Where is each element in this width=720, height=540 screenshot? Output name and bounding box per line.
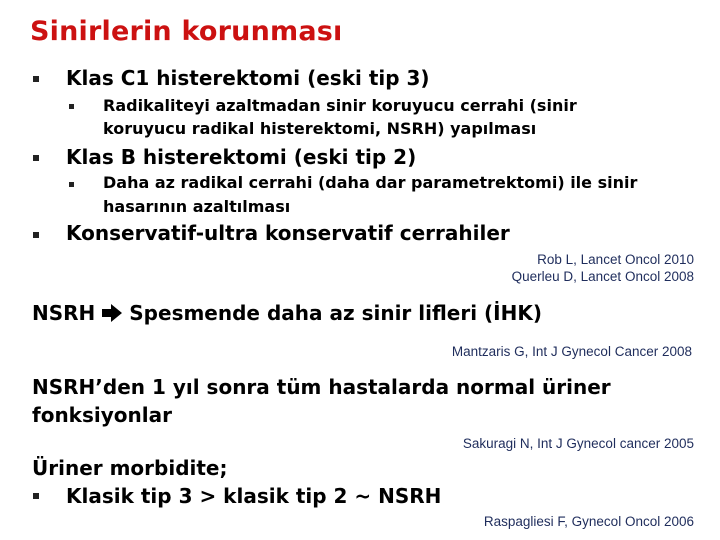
bullet-2-text: Klas B histerektomi (eski tip 2) <box>66 145 417 169</box>
bullet-1-sub-line-1: Radikaliteyi azaltmadan sinir koruyucu cerrahi (sinir <box>103 96 577 115</box>
bullet-2-sub-line-1: Daha az radikal cerrahi (daha dar parametrektomi) ile sinir <box>103 173 638 192</box>
bullet-1-sub-line-2: koruyucu radikal histerektomi, NSRH) yapılması <box>103 119 537 138</box>
arrow-right-icon <box>101 303 123 329</box>
citation-raspagliesi: Raspagliesi F, Gynecol Oncol 2006 <box>483 514 694 529</box>
square-bullet-icon <box>33 155 39 161</box>
nsrh-label: NSRH <box>32 301 96 325</box>
bullet-2-sub-line-2: hasarının azaltılması <box>103 197 291 216</box>
square-bullet-icon <box>69 182 74 187</box>
square-bullet-icon <box>69 104 74 109</box>
bullet-1-text: Klas C1 histerektomi (eski tip 3) <box>66 66 430 90</box>
bullet-3-text: Konservatif-ultra konservatif cerrahiler <box>66 221 510 245</box>
citation-querleu: Querleu D, Lancet Oncol 2008 <box>511 269 694 284</box>
morbidity-title: Üriner morbidite; <box>32 456 228 480</box>
statement-line-2: fonksiyonlar <box>32 403 172 427</box>
nsrh-result: Spesmende daha az sinir lifleri (İHK) <box>129 301 542 325</box>
square-bullet-icon <box>33 493 39 499</box>
morbidity-bullet: Klasik tip 3 > klasik tip 2 ~ NSRH <box>66 484 442 508</box>
nsrh-statement <box>32 300 542 329</box>
square-bullet-icon <box>33 76 39 82</box>
citation-mantzaris: Mantzaris G, Int J Gynecol Cancer 2008 <box>451 344 692 359</box>
square-bullet-icon <box>33 232 39 238</box>
statement-line-1: NSRH’den 1 yıl sonra tüm hastalarda normal üriner <box>32 375 611 399</box>
citation-rob: Rob L, Lancet Oncol 2010 <box>537 252 694 267</box>
slide-title: Sinirlerin korunması <box>30 16 343 47</box>
citation-sakuragi: Sakuragi N, Int J Gynecol cancer 2005 <box>462 436 694 451</box>
